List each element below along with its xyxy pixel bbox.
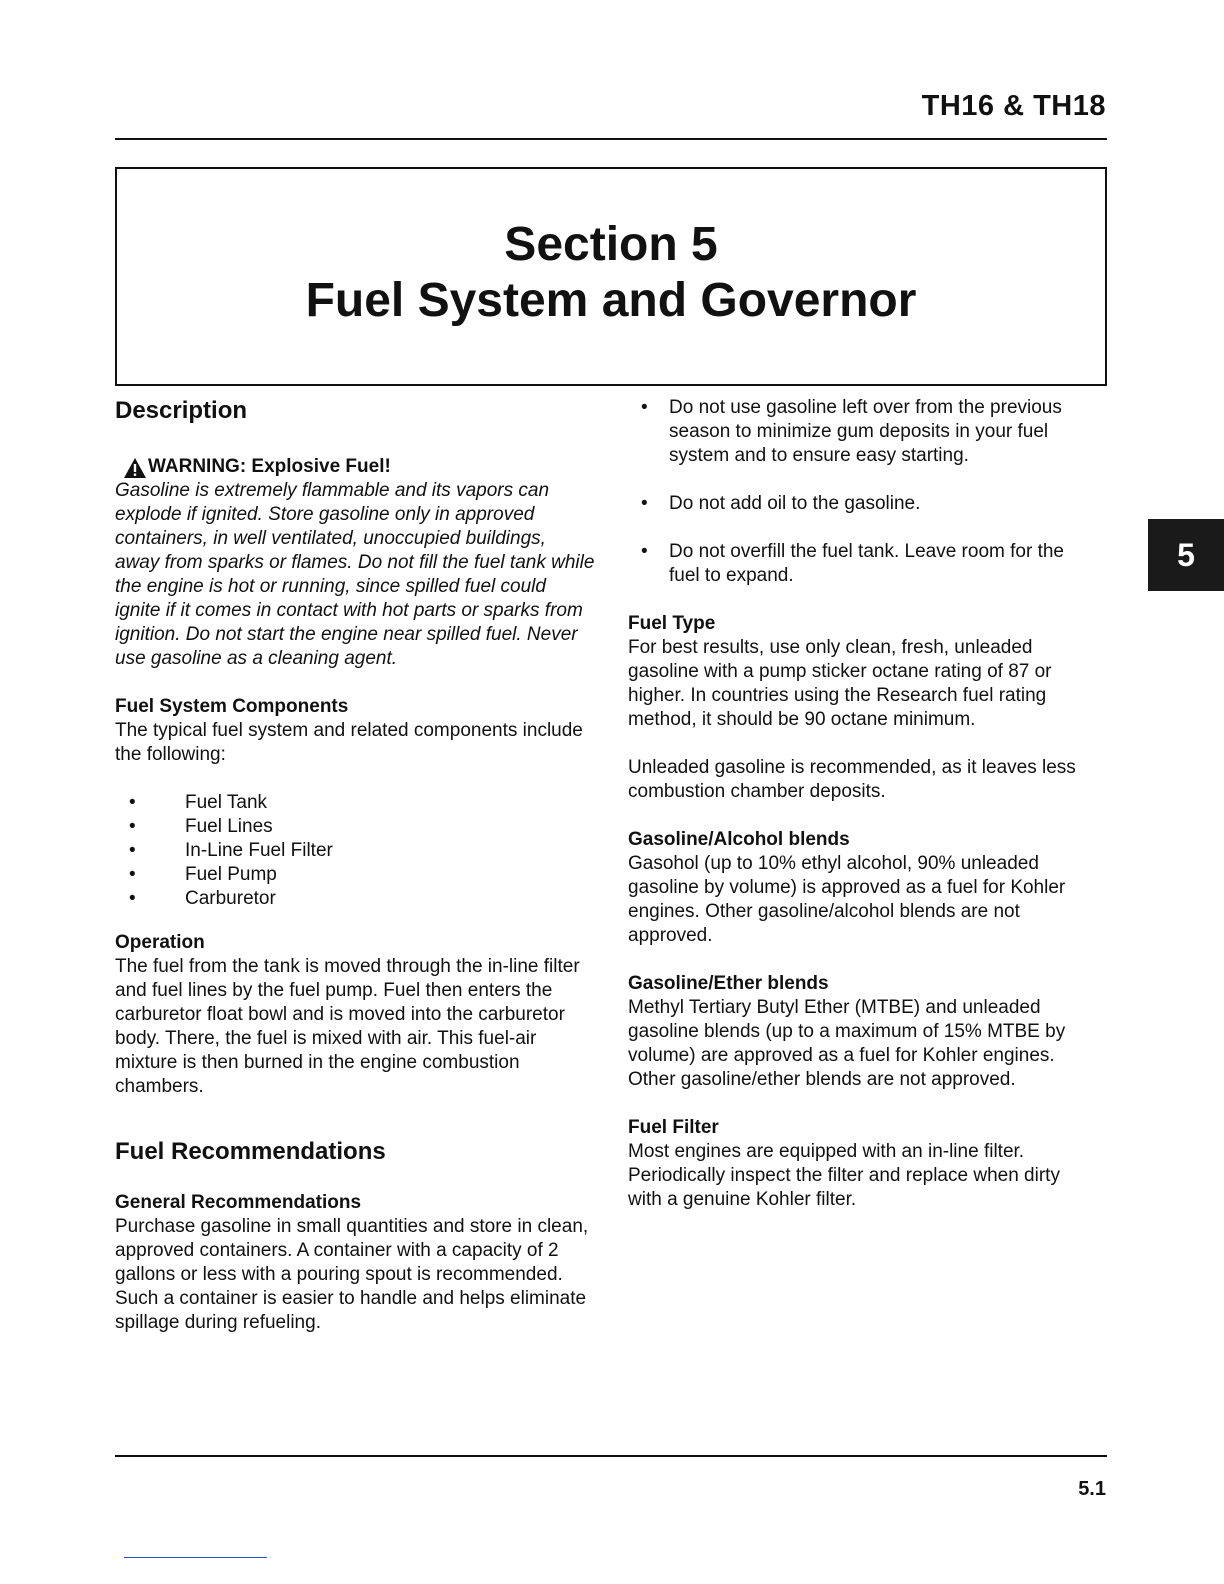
description-heading: Description xyxy=(115,397,248,424)
list-item-text: Fuel Tank xyxy=(185,792,268,813)
list-item xyxy=(115,815,595,839)
operation-heading: Operation xyxy=(115,932,205,953)
fuel-filter-heading: Fuel Filter xyxy=(628,1117,719,1138)
list-item xyxy=(628,540,1098,588)
list-item-text: Do not overfill the fuel tank. Leave room for the fuel to expand. xyxy=(669,541,1064,586)
fuel-type-heading: Fuel Type xyxy=(628,613,716,634)
left-column xyxy=(115,396,595,1335)
bullet: • xyxy=(641,493,648,514)
list-item-text: Fuel Pump xyxy=(185,864,277,885)
bullet: • xyxy=(129,864,136,885)
alcohol-blends-text: Gasohol (up to 10% ethyl alcohol, 90% unleaded gasoline by volume) is approved as a fuel for Kohler engines. Other gasoline/alcohol blends are not approved. xyxy=(628,853,1066,946)
list-item-text: Do not use gasoline left over from the previous season to minimize gum deposits in your fuel system and to ensure easy starting. xyxy=(669,397,1062,466)
model-header: TH16 & TH18 xyxy=(921,90,1106,122)
operation-text: The fuel from the tank is moved through the in-line filter and fuel lines by the fuel pump. Fuel then enters the carburetor float bowl and is moved into the carburetor body. There, the fuel is mixed with air. This fuel-air mixture is then burned in the engine combustion chambers. xyxy=(115,956,580,1097)
fuel-filter-text: Most engines are equipped with an in-line filter. Periodically inspect the filter and replace when dirty with a genuine Kohler filter. xyxy=(628,1141,1060,1210)
fuel-type-text: For best results, use only clean, fresh, unleaded gasoline with a pump sticker octane rating of 87 or higher. In countries using the Research fuel rating method, it should be 90 octane minimum. xyxy=(628,637,1052,730)
page-number: 5.1 xyxy=(1078,1478,1106,1500)
right-column xyxy=(628,396,1098,1212)
ether-blends-text: Methyl Tertiary Butyl Ether (MTBE) and unleaded gasoline blends (up to a maximum of 15% MTBE by volume) are approved as a fuel for Kohler engines. Other gasoline/ether blends are not approved. xyxy=(628,997,1066,1090)
list-item xyxy=(628,492,1098,516)
warning-heading xyxy=(115,455,595,479)
list-item-text: In-Line Fuel Filter xyxy=(185,840,333,861)
section-title: Fuel System and Governor xyxy=(305,274,917,327)
top-divider xyxy=(115,138,1107,140)
list-item-text: Do not add oil to the gasoline. xyxy=(669,493,921,514)
bullet: • xyxy=(129,840,136,861)
section-tab: 5 xyxy=(1148,519,1224,591)
list-item xyxy=(115,791,595,815)
fuel-system-components-heading: Fuel System Components xyxy=(115,696,349,717)
unleaded-text: Unleaded gasoline is recommended, as it leaves less combustion chamber deposits. xyxy=(628,757,1076,802)
list-item xyxy=(115,839,595,863)
components-list xyxy=(115,791,595,911)
list-item-text: Fuel Lines xyxy=(185,816,273,837)
footer-blue-rule xyxy=(124,1557,267,1558)
list-item-text: Carburetor xyxy=(185,888,276,909)
list-item xyxy=(115,863,595,887)
bullet: • xyxy=(129,792,136,813)
warning-heading-text: WARNING: Explosive Fuel! xyxy=(148,456,391,477)
general-recommendations-text: Purchase gasoline in small quantities and store in clean, approved containers. A container with a capacity of 2 gallons or less with a pouring spout is recommended. Such a container is easier to handle and helps eliminate spillage during refueling. xyxy=(115,1216,589,1333)
fuel-recommendations-heading: Fuel Recommendations xyxy=(115,1138,386,1165)
section-number: Section 5 xyxy=(504,218,718,271)
bullet: • xyxy=(129,816,136,837)
components-intro: The typical fuel system and related components include the following: xyxy=(115,720,583,765)
general-recommendations-heading: General Recommendations xyxy=(115,1192,362,1213)
list-item xyxy=(628,396,1098,468)
ether-blends-heading: Gasoline/Ether blends xyxy=(628,973,829,994)
tips-list xyxy=(628,396,1098,588)
warning-triangle-icon xyxy=(123,457,147,479)
bullet: • xyxy=(129,888,136,909)
alcohol-blends-heading: Gasoline/Alcohol blends xyxy=(628,829,850,850)
bottom-divider xyxy=(115,1455,1107,1457)
warning-text: Gasoline is extremely flammable and its vapors can explode if ignited. Store gasoline only in approved containers, in well ventilated, unoccupied buildings, away from sparks or flames. Do not fill the fuel tank while the engine is hot or running, since spilled fuel could ignite if it comes in contact with hot parts or sparks from ignition. Do not start the engine near spilled fuel. Never use gasoline as a cleaning agent. xyxy=(115,480,595,669)
section-title-box xyxy=(115,167,1107,386)
list-item xyxy=(115,887,595,911)
bullet: • xyxy=(641,397,648,418)
bullet: • xyxy=(641,541,648,562)
